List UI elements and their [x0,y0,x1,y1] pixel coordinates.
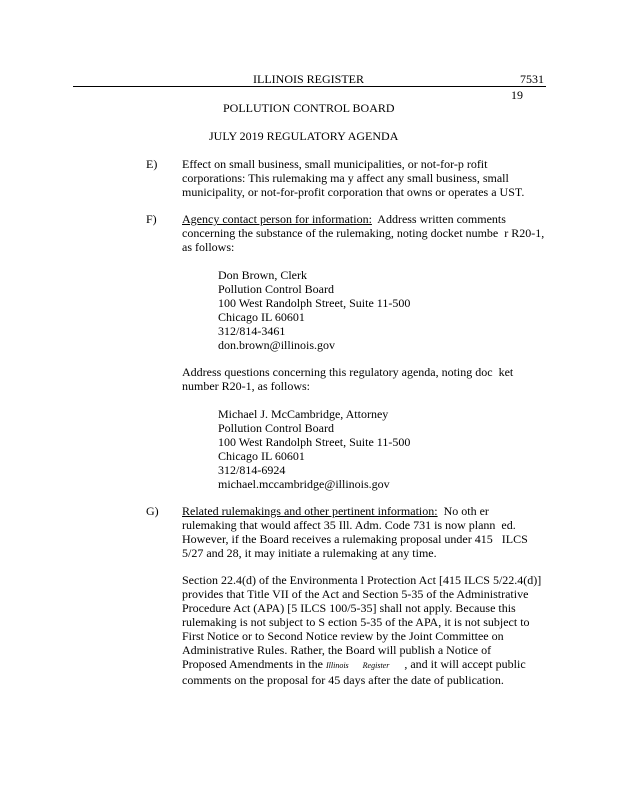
item-g-line: provides that Title VII of the Act and Section 5-35 of the Administrative [182,587,529,601]
page-number: 7531 [520,72,544,86]
item-e-text [182,157,542,199]
item-g-text [182,504,542,560]
item-g-line: Procedure Act (APA) [5 ILCS 100/5-35] shall not apply. Because this [182,601,516,615]
contact-street: 100 West Randolph Street, Suite 11-500 [218,296,411,310]
item-e-line: Effect on small business, small municipalities, or not-for-p rofit [182,157,488,171]
header-rule [73,86,546,87]
contact-name: Michael J. McCambridge, Attorney [218,407,389,421]
item-g-line: No oth er [437,504,489,518]
register-italic-register: Register [362,661,390,670]
issue-number: 19 [511,88,523,102]
item-f-letter: F) [146,212,157,226]
item-g-line: rulemaking is not subject to S ection 5-35 of the APA, it is not subject to [182,615,530,629]
item-g-line: rulemaking that would affect 35 Ill. Adm. Code 731 is now plann ed. [182,518,516,532]
item-g-para2 [182,573,542,687]
item-g-line-part: , and it will accept public [389,657,526,671]
contact-org: Pollution Control Board [218,282,335,296]
item-g-line [182,657,542,673]
item-e-line: municipality, or not-for-profit corporation that owns or operates a UST. [182,185,525,199]
item-g-line: Section 22.4(d) of the Environmenta l Protection Act [415 ILCS 5/22.4(d)] [182,573,542,587]
item-g-letter: G) [146,504,159,518]
contact-name: Don Brown, Clerk [218,268,307,282]
item-e-line: corporations: This rulemaking ma y affect any small business, small [182,171,509,185]
contact-street: 100 West Randolph Street, Suite 11-500 [218,435,411,449]
item-f-text [182,212,545,254]
item-f-line: as follows: [182,240,235,254]
item-f-line: concerning the substance of the rulemaking, noting docket numbe r R20-1, [182,226,545,240]
contact-email: don.brown@illinois.gov [218,338,336,352]
contact-org: Pollution Control Board [218,421,335,435]
contact-city: Chicago IL 60601 [218,310,305,324]
item-g-line: comments on the proposal for 45 days after the date of publication. [182,673,504,687]
contact-phone: 312/814-3461 [218,324,286,338]
item-f-heading: Agency contact person for information: [182,212,372,226]
contact-city: Chicago IL 60601 [218,449,305,463]
item-g-line: However, if the Board receives a rulemaking proposal under 415 ILCS [182,532,528,546]
register-title: ILLINOIS REGISTER [253,72,364,86]
item-g-line: First Notice or to Second Notice review by the Joint Committee on [182,629,504,643]
agenda-title: JULY 2019 REGULATORY AGENDA [209,129,399,143]
item-f-para2 [182,365,542,393]
item-e-letter: E) [146,157,158,171]
contact-phone: 312/814-6924 [218,463,286,477]
contact-block-attorney [218,407,410,491]
item-g-line: 5/27 and 28, it may initiate a rulemaking at any time. [182,546,437,560]
item-f-line: number R20-1, as follows: [182,379,310,393]
item-f-line: Address written comments [371,212,506,226]
item-g-line: Administrative Rules. Rather, the Board will publish a Notice of [182,643,492,657]
board-title: POLLUTION CONTROL BOARD [223,101,395,115]
item-g-line-part: Proposed Amendments in the [182,657,326,671]
contact-email: michael.mccambridge@illinois.gov [218,477,390,491]
register-italic-illinois: Illinois [326,661,349,670]
contact-block-clerk [218,268,410,352]
item-f-line: Address questions concerning this regulatory agenda, noting doc ket [182,365,514,379]
item-g-heading: Related rulemakings and other pertinent information: [182,504,438,518]
